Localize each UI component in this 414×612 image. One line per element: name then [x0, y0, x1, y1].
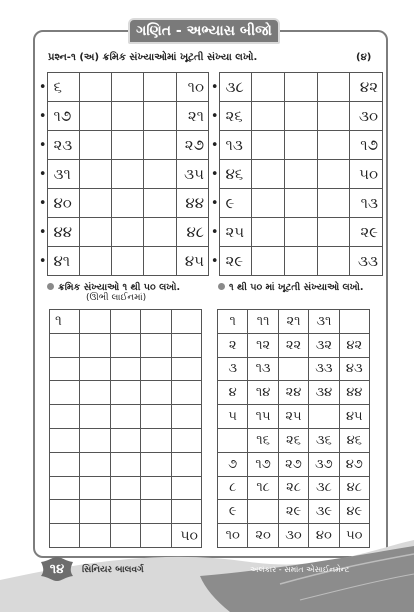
sequence-last-number: ૧૩ [350, 189, 383, 218]
sequence-first-number: ૬ [47, 73, 79, 102]
sequence-last-number: ૧૦ [176, 73, 208, 102]
grid-row [50, 333, 202, 357]
blank-cell [112, 131, 144, 160]
grid-number: ૩૭ [309, 452, 339, 476]
blank-cell [50, 476, 80, 500]
blank-cell [171, 476, 201, 500]
grid-row [218, 405, 370, 429]
grid-number: ૨૪ [278, 381, 308, 405]
blank-cell [141, 476, 171, 500]
blank-cell [112, 189, 144, 218]
grid-number: ૩૯ [309, 500, 339, 524]
blank-cell [80, 428, 110, 452]
grid-number: ૪૫ [339, 405, 369, 429]
blank-cell [218, 428, 248, 452]
row-bullet: • [38, 79, 47, 95]
grid-number: ૩૮ [309, 476, 339, 500]
section-left-subheading: (ઊભી લાઈનમાં) [86, 293, 147, 303]
grid-number: ૩૪ [309, 381, 339, 405]
grid-number: ૪૪ [339, 381, 369, 405]
blank-cell [79, 73, 111, 102]
grid-number: ૭ [218, 452, 248, 476]
blank-cell [110, 357, 140, 381]
sequence-last-number: ૪૨ [350, 73, 383, 102]
write-numbers-grid [49, 309, 202, 548]
grid-number: ૩ [218, 357, 248, 381]
row-bullet: • [38, 166, 47, 182]
blank-cell [79, 102, 111, 131]
sequence-first-number: ૩૧ [47, 160, 79, 189]
grid-number: ૧૮ [248, 476, 278, 500]
question-text: પ્રશ્ન-૧ (અ) ક્રમિક સંખ્યાઓમાં ખૂટતી સંખ્યા લખો. [48, 52, 258, 63]
row-bullet: • [38, 253, 47, 269]
grid-number: ૧૭ [248, 452, 278, 476]
grid-number: ૧૨ [248, 333, 278, 357]
sequence-first-number: ૨૯ [219, 247, 252, 276]
section-left-heading: ક્રમિક સંખ્યાઓ ૧ થી ૫૦ લખો. [47, 281, 215, 294]
blank-cell [80, 452, 110, 476]
grid-number: ૧૬ [248, 428, 278, 452]
grid-number: ૪૬ [339, 428, 369, 452]
blank-cell [317, 218, 350, 247]
sequence-last-number: ૪૮ [176, 218, 208, 247]
grid-number: ૯ [218, 500, 248, 524]
grid-row [218, 357, 370, 381]
blank-cell [141, 310, 171, 334]
sequence-last-number: ૫૦ [350, 160, 383, 189]
sequence-row [210, 189, 383, 218]
blank-cell [144, 73, 176, 102]
sequence-row [210, 73, 383, 102]
grid-row [50, 405, 202, 429]
bullet-icon [218, 283, 225, 290]
blank-cell [309, 405, 339, 429]
sequence-first-number: ૪૬ [219, 160, 252, 189]
blank-cell [171, 428, 201, 452]
blank-cell [80, 310, 110, 334]
sequence-first-number: ૨૬ [219, 102, 252, 131]
sequence-first-number: ૩૮ [219, 73, 252, 102]
row-bullet: • [210, 195, 219, 211]
row-bullet: • [210, 137, 219, 153]
sequence-table-left [38, 72, 209, 276]
question-marks: (૪) [356, 52, 372, 63]
sequence-first-number: ૨૫ [219, 218, 252, 247]
blank-cell [252, 218, 285, 247]
blank-cell [144, 247, 176, 276]
blank-cell [284, 247, 317, 276]
blank-cell [141, 381, 171, 405]
section-right-heading: ૧ થી ૫૦ માં ખૂટતી સંખ્યાઓ લખો. [218, 281, 386, 294]
grid-number: ૩૩ [309, 357, 339, 381]
series-name: સિનિયર બાલવર્ગ [82, 565, 144, 575]
blank-cell [284, 102, 317, 131]
sequence-first-number: ૪૦ [47, 189, 79, 218]
blank-cell [252, 131, 285, 160]
grid-row [50, 357, 202, 381]
blank-cell [110, 310, 140, 334]
grid-row [50, 500, 202, 524]
blank-cell [317, 131, 350, 160]
sequence-first-number: ૨૩ [47, 131, 79, 160]
sequence-row [210, 160, 383, 189]
sequence-row [210, 247, 383, 276]
grid-number: ૧૪ [248, 381, 278, 405]
blank-cell [144, 189, 176, 218]
row-bullet: • [38, 137, 47, 153]
sequence-table-right [210, 72, 383, 276]
blank-cell [50, 381, 80, 405]
blank-cell [50, 333, 80, 357]
sequence-last-number: ૨૧ [176, 102, 208, 131]
grid-row [218, 333, 370, 357]
blank-cell [252, 247, 285, 276]
grid-number: ૨૯ [278, 500, 308, 524]
sequence-first-number: ૯ [219, 189, 252, 218]
grid-number: ૨ [218, 333, 248, 357]
blank-cell [80, 357, 110, 381]
grid-end-number: ૫૦ [171, 524, 201, 548]
grid-number: ૩૬ [309, 428, 339, 452]
grid-number: ૩૧ [309, 310, 339, 334]
blank-cell [110, 405, 140, 429]
blank-cell [50, 428, 80, 452]
grid-start-number: ૧ [50, 310, 80, 334]
blank-cell [284, 73, 317, 102]
blank-cell [80, 500, 110, 524]
grid-row [218, 428, 370, 452]
grid-number: ૧૩ [248, 357, 278, 381]
row-bullet: • [210, 253, 219, 269]
grid-number: ૨૬ [278, 428, 308, 452]
sequence-row [38, 131, 209, 160]
sequence-row [38, 160, 209, 189]
blank-cell [144, 160, 176, 189]
page-number: ૧૪ [49, 562, 65, 577]
page-title: ગણિત - અભ્યાસ બીજો [128, 18, 280, 44]
missing-numbers-grid [217, 309, 370, 548]
blank-cell [141, 428, 171, 452]
grid-number: ૨૫ [278, 405, 308, 429]
blank-cell [144, 218, 176, 247]
blank-cell [112, 218, 144, 247]
row-bullet: • [210, 108, 219, 124]
blank-cell [50, 500, 80, 524]
grid-number: ૪ [218, 381, 248, 405]
grid-row [218, 452, 370, 476]
sequence-last-number: ૩૦ [350, 102, 383, 131]
grid-row [50, 452, 202, 476]
blank-cell [144, 102, 176, 131]
blank-cell [284, 218, 317, 247]
grid-number: ૪૨ [339, 333, 369, 357]
sequence-row [38, 73, 209, 102]
blank-cell [141, 405, 171, 429]
sequence-first-number: ૪૧ [47, 247, 79, 276]
grid-row [50, 310, 202, 334]
blank-cell [141, 500, 171, 524]
row-bullet: • [210, 79, 219, 95]
blank-cell [50, 357, 80, 381]
sequence-last-number: ૨૭ [176, 131, 208, 160]
sequence-last-number: ૪૪ [176, 189, 208, 218]
row-bullet: • [210, 166, 219, 182]
blank-cell [317, 102, 350, 131]
footer-credit: અલંકાર - સમાંત એસાઈનમેન્ટ [250, 565, 350, 574]
grid-number: ૪૮ [339, 476, 369, 500]
blank-cell [80, 333, 110, 357]
blank-cell [317, 189, 350, 218]
blank-cell [171, 333, 201, 357]
blank-cell [50, 405, 80, 429]
blank-cell [50, 452, 80, 476]
blank-cell [171, 381, 201, 405]
blank-cell [79, 189, 111, 218]
sequence-last-number: ૧૭ [350, 131, 383, 160]
blank-cell [284, 189, 317, 218]
grid-number: ૨૧ [278, 310, 308, 334]
grid-number: ૫ [218, 405, 248, 429]
blank-cell [252, 160, 285, 189]
blank-cell [252, 102, 285, 131]
grid-number: ૧૫ [248, 405, 278, 429]
grid-number: ૪૯ [339, 500, 369, 524]
blank-cell [79, 160, 111, 189]
blank-cell [144, 131, 176, 160]
grid-number: ૧૦ [218, 524, 248, 548]
grid-number: ૮ [218, 476, 248, 500]
blank-cell [110, 428, 140, 452]
blank-cell [284, 131, 317, 160]
sequence-first-number: ૧૭ [47, 102, 79, 131]
grid-row [50, 428, 202, 452]
blank-cell [171, 405, 201, 429]
grid-number: ૧ [218, 310, 248, 334]
grid-number: ૨૨ [278, 333, 308, 357]
grid-number: ૩૨ [309, 333, 339, 357]
blank-cell [112, 247, 144, 276]
blank-cell [317, 73, 350, 102]
sequence-last-number: ૪૫ [176, 247, 208, 276]
grid-row [50, 381, 202, 405]
sequence-first-number: ૧૩ [219, 131, 252, 160]
sequence-row [38, 247, 209, 276]
blank-cell [110, 476, 140, 500]
blank-cell [317, 247, 350, 276]
blank-cell [248, 500, 278, 524]
bullet-icon [47, 283, 54, 290]
grid-number: ૨૭ [278, 452, 308, 476]
sequence-first-number: ૪૪ [47, 218, 79, 247]
row-bullet: • [38, 195, 47, 211]
blank-cell [278, 357, 308, 381]
grid-row [218, 476, 370, 500]
blank-cell [171, 500, 201, 524]
blank-cell [141, 333, 171, 357]
blank-cell [80, 381, 110, 405]
grid-number: ૨૦ [248, 524, 278, 548]
grid-number: ૨૮ [278, 476, 308, 500]
blank-cell [339, 310, 369, 334]
grid-row [218, 310, 370, 334]
blank-cell [171, 452, 201, 476]
grid-number: ૪૦ [309, 524, 339, 548]
blank-cell [80, 405, 110, 429]
blank-cell [110, 500, 140, 524]
blank-cell [110, 452, 140, 476]
grid-row [50, 476, 202, 500]
sequence-row [38, 189, 209, 218]
blank-cell [284, 160, 317, 189]
blank-cell [80, 476, 110, 500]
row-bullet: • [38, 108, 47, 124]
grid-row [218, 500, 370, 524]
grid-number: ૩૦ [278, 524, 308, 548]
sequence-row [210, 218, 383, 247]
sequence-last-number: ૩૩ [350, 247, 383, 276]
blank-cell [171, 357, 201, 381]
blank-cell [110, 381, 140, 405]
sequence-row [38, 218, 209, 247]
sequence-row [210, 102, 383, 131]
blank-cell [79, 131, 111, 160]
blank-cell [112, 102, 144, 131]
sequence-row [210, 131, 383, 160]
row-bullet: • [38, 224, 47, 240]
blank-cell [112, 73, 144, 102]
blank-cell [110, 333, 140, 357]
grid-number: ૪૭ [339, 452, 369, 476]
blank-cell [141, 357, 171, 381]
row-bullet: • [210, 224, 219, 240]
sequence-row [38, 102, 209, 131]
blank-cell [79, 218, 111, 247]
grid-number: ૫૦ [339, 524, 369, 548]
blank-cell [252, 189, 285, 218]
blank-cell [79, 247, 111, 276]
blank-cell [252, 73, 285, 102]
blank-cell [171, 310, 201, 334]
grid-row [218, 381, 370, 405]
grid-number: ૧૧ [248, 310, 278, 334]
sequence-last-number: ૩૫ [176, 160, 208, 189]
grid-number: ૪૩ [339, 357, 369, 381]
blank-cell [141, 452, 171, 476]
blank-cell [112, 160, 144, 189]
blank-cell [317, 160, 350, 189]
sequence-last-number: ૨૯ [350, 218, 383, 247]
